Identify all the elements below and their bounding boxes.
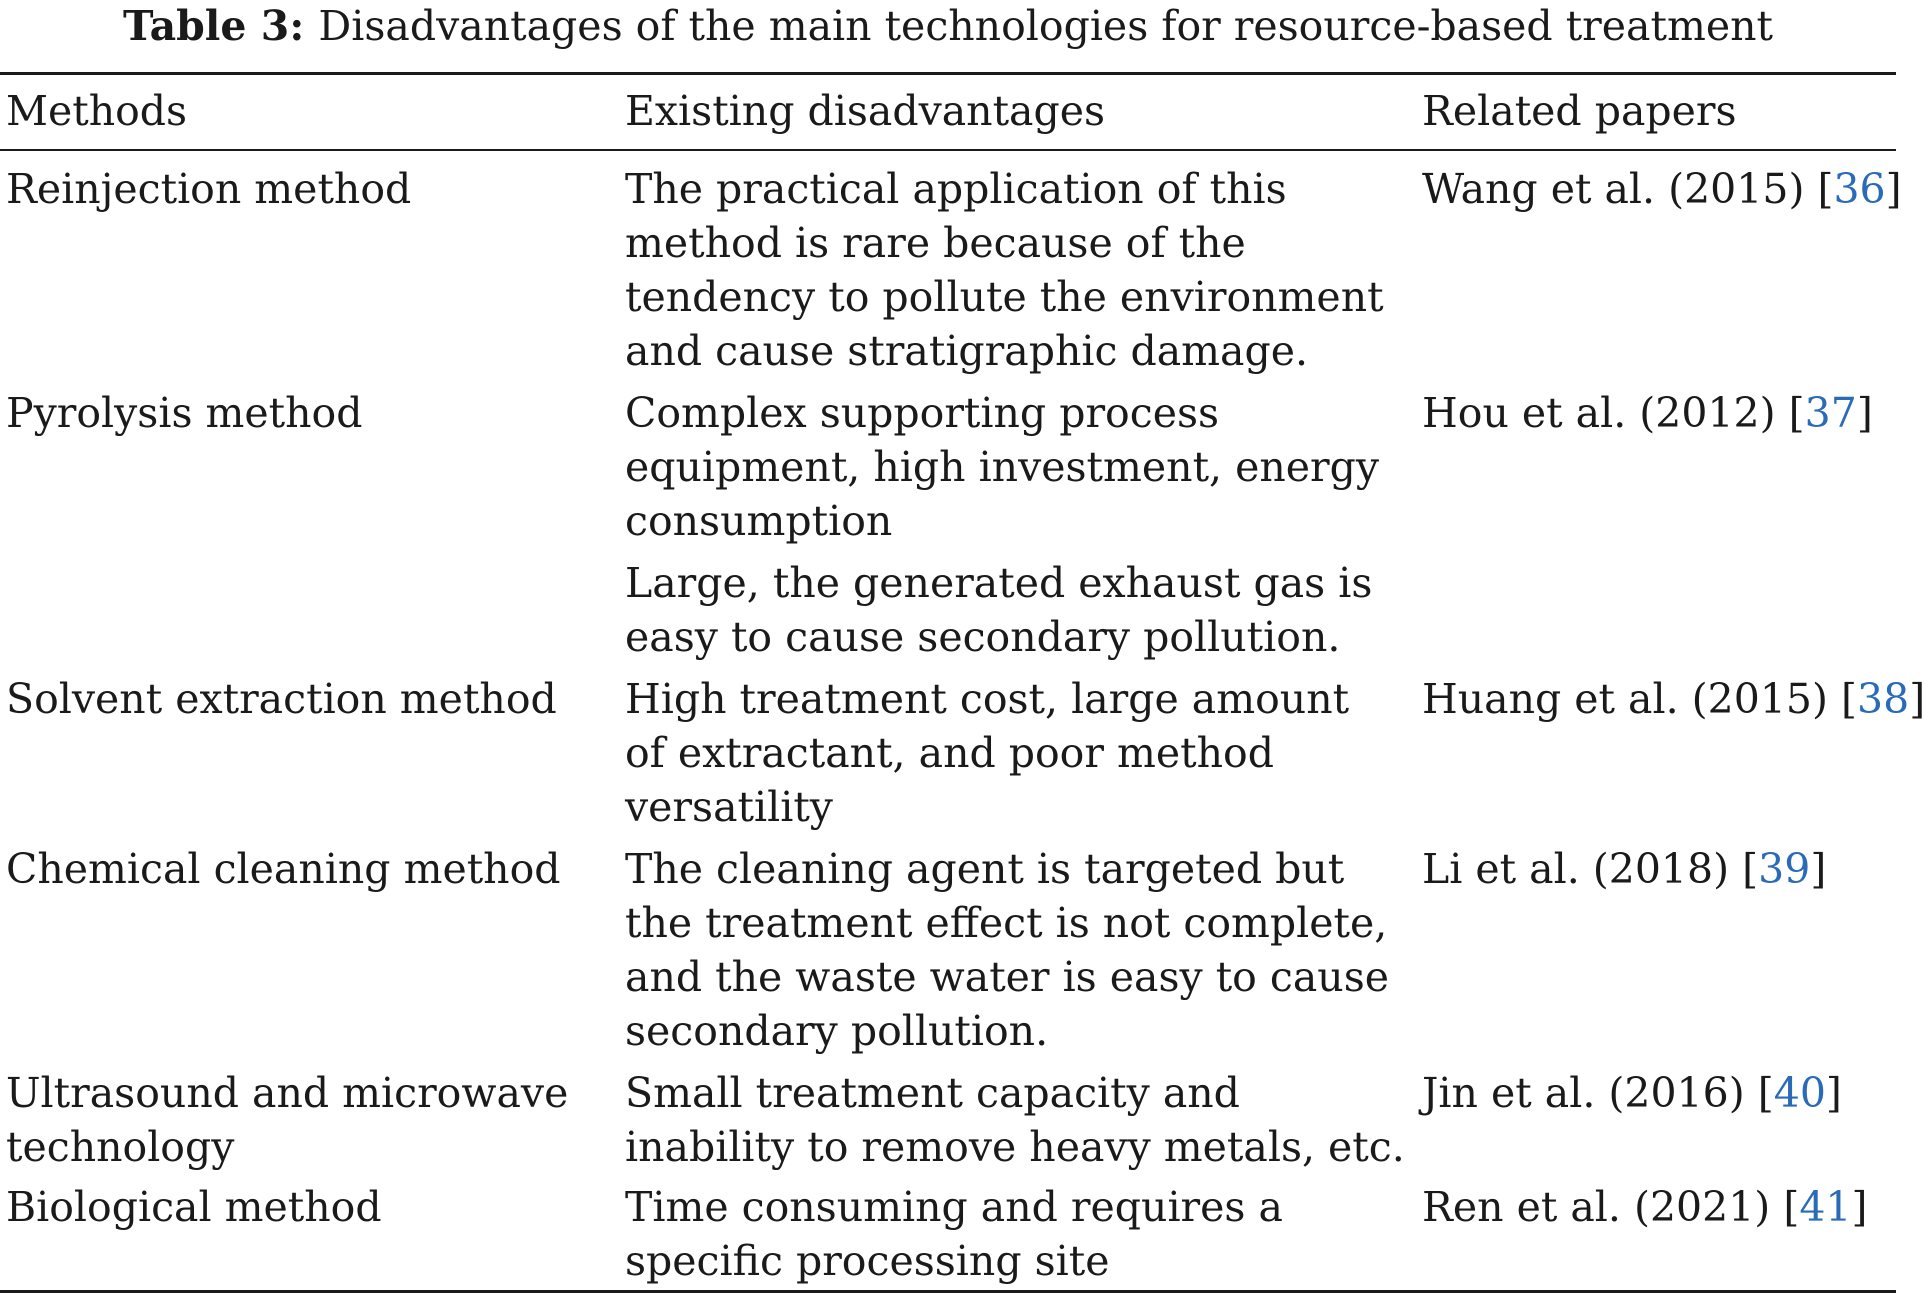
method-cell: Reinjection method <box>6 165 412 213</box>
table-caption <box>0 2 1896 50</box>
disadvantage-line: and cause stratigraphic damage. <box>625 327 1309 375</box>
caption-text: Disadvantages of the main technologies for resource-based treatment <box>318 2 1773 50</box>
disadvantage-line: inability to remove heavy metals, etc. <box>625 1123 1405 1171</box>
paper-close: ] <box>1825 1069 1842 1117</box>
disadvantage-line: The cleaning agent is targeted but <box>625 845 1345 893</box>
paper-text: Ren et al. (2021) [ <box>1422 1183 1800 1231</box>
paper-cell <box>1422 672 1925 726</box>
paper-text: Wang et al. (2015) [ <box>1422 165 1834 213</box>
disadvantage-line: the treatment effect is not complete, <box>625 899 1388 947</box>
top-rule <box>0 72 1896 75</box>
paper-cell <box>1422 162 1902 216</box>
method-cell: Pyrolysis method <box>6 389 363 437</box>
header-methods: Methods <box>6 87 188 135</box>
disadvantage-line: High treatment cost, large amount <box>625 675 1350 723</box>
paper-close: ] <box>1851 1183 1868 1231</box>
reference-link[interactable]: 40 <box>1773 1069 1826 1117</box>
disadvantage-line: tendency to pollute the environment <box>625 273 1384 321</box>
caption-label: Table 3: <box>122 2 305 50</box>
paper-text: Jin et al. (2016) [ <box>1422 1069 1774 1117</box>
reference-link[interactable]: 39 <box>1758 845 1811 893</box>
method-cell: Biological method <box>6 1183 382 1231</box>
paper-cell <box>1422 842 1826 896</box>
paper-cell <box>1422 386 1873 440</box>
method-cell: technology <box>6 1123 235 1171</box>
paper-text: Li et al. (2018) [ <box>1422 845 1759 893</box>
method-cell: Solvent extraction method <box>6 675 557 723</box>
disadvantage-line: of extractant, and poor method <box>625 729 1274 777</box>
disadvantage-line: Time consuming and requires a <box>625 1183 1283 1231</box>
paper-text: Huang et al. (2015) [ <box>1422 675 1858 723</box>
paper-close: ] <box>1810 845 1827 893</box>
disadvantage-line: Large, the generated exhaust gas is <box>625 559 1373 607</box>
paper-cell <box>1422 1180 1868 1234</box>
disadvantage-line: and the waste water is easy to cause <box>625 953 1390 1001</box>
header-rule <box>0 149 1896 151</box>
disadvantage-line: consumption <box>625 497 893 545</box>
paper-close: ] <box>1885 165 1902 213</box>
disadvantage-line: The practical application of this <box>625 165 1287 213</box>
bottom-rule <box>0 1290 1896 1293</box>
disadvantage-line: Complex supporting process <box>625 389 1220 437</box>
disadvantage-line: secondary pollution. <box>625 1007 1049 1055</box>
reference-link[interactable]: 41 <box>1799 1183 1852 1231</box>
paper-cell <box>1422 1066 1842 1120</box>
disadvantage-line: versatility <box>625 783 833 831</box>
reference-link[interactable]: 38 <box>1857 675 1910 723</box>
reference-link[interactable]: 37 <box>1804 389 1857 437</box>
paper-close: ] <box>1909 675 1925 723</box>
method-cell: Chemical cleaning method <box>6 845 561 893</box>
disadvantage-line: specific processing site <box>625 1237 1110 1285</box>
reference-link[interactable]: 36 <box>1833 165 1886 213</box>
header-disadvantages: Existing disadvantages <box>625 87 1106 135</box>
method-cell: Ultrasound and microwave <box>6 1069 569 1117</box>
header-papers: Related papers <box>1422 87 1737 135</box>
paper-close: ] <box>1856 389 1873 437</box>
disadvantage-line: method is rare because of the <box>625 219 1246 267</box>
disadvantage-line: easy to cause secondary pollution. <box>625 613 1341 661</box>
disadvantage-line: Small treatment capacity and <box>625 1069 1240 1117</box>
paper-text: Hou et al. (2012) [ <box>1422 389 1805 437</box>
disadvantage-line: equipment, high investment, energy <box>625 443 1380 491</box>
